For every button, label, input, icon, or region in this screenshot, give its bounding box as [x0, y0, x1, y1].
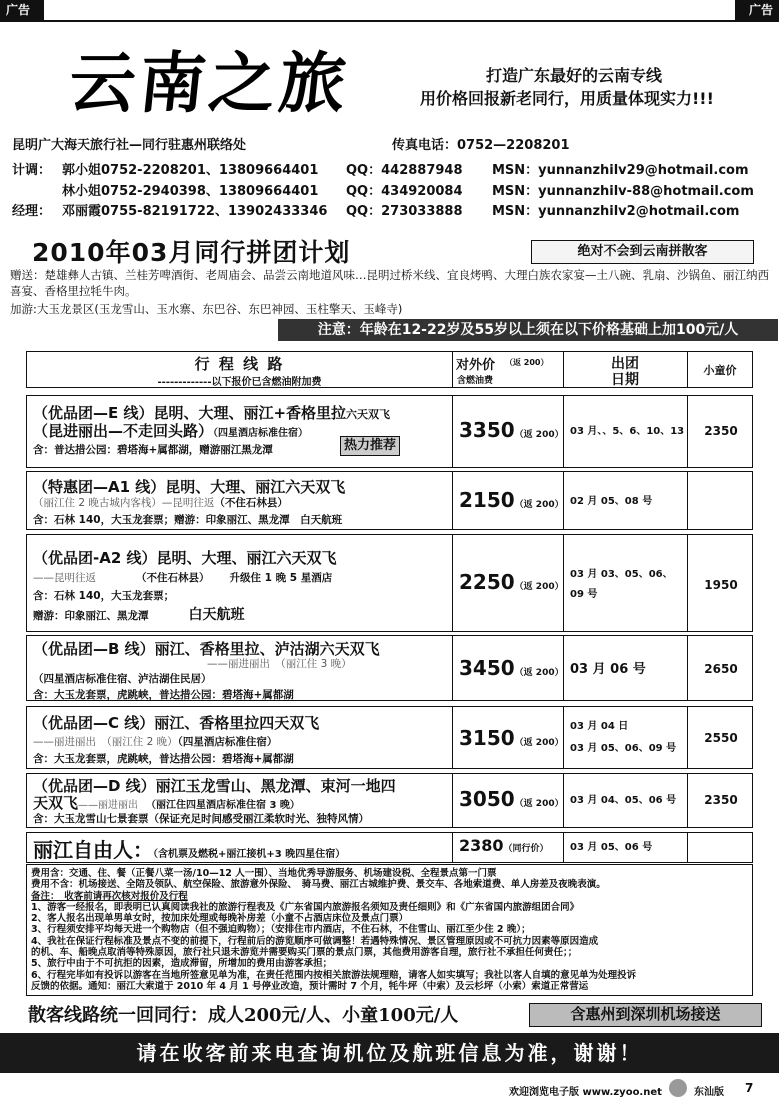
route-stay: ——丽进丽出 （丽江住 3 晚）: [207, 658, 352, 670]
agency-name: 昆明广大海天旅行社—同行驻惠州联络处: [12, 138, 247, 153]
route-title: （优品团—E 线）昆明、大理、丽江+香格里拉六天双飞: [33, 404, 391, 422]
route-dates: 03 月 04 日: [570, 721, 629, 732]
contact-qq: QQ：442887948: [346, 163, 463, 178]
header-price: 对外价: [456, 358, 496, 373]
route-title: （优品团—D 线）丽江玉龙雪山、黑龙潭、束河一地四: [33, 777, 396, 795]
terms-line: 费用含：交通、住、餐（正餐八菜一汤/10—12 人一围）、当地优秀导游服务、机场建设税、全程景点第一门票: [31, 868, 497, 879]
header-route: 行 程 线 路: [194, 355, 285, 373]
route-title: （特惠团—A1 线）昆明、大理、丽江六天双飞: [33, 478, 346, 496]
free-traveler-row: [26, 832, 753, 863]
route-dates: 03 月 06 号: [570, 662, 646, 677]
route-title: （优品团—C 线）丽江、香格里拉四天双飞: [33, 714, 320, 732]
route-includes: 含：石林 140，大玉龙套票；: [33, 590, 175, 602]
site-logo-icon: [669, 1079, 687, 1097]
route-includes: 含：普达措公园：碧塔海+属都湖，赠游丽江黑龙潭: [33, 444, 273, 456]
fax-number: 传真电话：0752—2208201: [392, 138, 570, 153]
route-stay: （丽江住 2 晚古城内客栈）—昆明往返（不住石林县）: [33, 497, 288, 509]
scatter-price-line: 散客线路统一回同行：成人200元/人、小童100元/人: [28, 1005, 459, 1026]
terms-line: 费用不含：机场接送、全陪及领队、航空保险、旅游意外保险、 骑马费、丽江古城维护费、景交车、各地索道费、单人房差及夜晚表演。: [31, 879, 606, 891]
contact-name-phone: 邓丽霞0755-82191722、13902433346: [62, 204, 328, 219]
route-stay: ——丽进丽出 （丽江住 2 晚）（四星酒店标准住宿）: [33, 736, 278, 748]
table-header: [26, 351, 753, 388]
route-gifts: 赠游：印象丽江、黑龙潭 白天航班: [33, 607, 245, 623]
route-dates-2: 03 月 05、06、09 号: [570, 743, 677, 754]
contact-role: 计调：: [12, 163, 52, 178]
extra-tour: 加游:大玉龙景区(玉龙雪山、玉水寨、东巴谷、东巴神园、玉柱擎天、玉峰寺): [10, 302, 403, 316]
route-row-e: [26, 395, 753, 468]
route-price: 3150（返 200）: [459, 726, 564, 750]
terms-line: 1、游客一经报名，即表明已认真阅读我社的旅游行程表及《广东省国内旅游报名须知及责任细则》和《广东省国内旅游组团合同》: [31, 901, 580, 913]
route-row-a1: [26, 471, 753, 530]
footer-site[interactable]: 欢迎浏览电子版 www.zyoo.net: [509, 1087, 662, 1098]
plan-title: 2010年03月同行拼团计划: [32, 238, 351, 267]
route-stay: ——昆明往返 （不住石林县） 升级住 1 晚 5 星酒店: [33, 572, 333, 584]
top-divider: [0, 20, 779, 22]
ad-label-left: 广告: [0, 0, 44, 20]
route-dates: 03 月 03、05、06、09 号: [570, 569, 673, 600]
route-child-price: 2550: [704, 731, 738, 745]
route-dates: 03 月、、5、6、10、13: [570, 426, 685, 437]
terms-line: 3、行程须安排平均每天进一个购物店（但不强迫购物）；（安排住市内酒店，不住石林，不住雪山、丽江至少住 2 晚）；: [31, 924, 531, 936]
route-subtitle: （昆进丽出—不走回头路）（四星酒店标准住宿）: [33, 422, 309, 440]
route-hotel: （四星酒店标准住宿、泸沽湖住民居）: [33, 673, 212, 685]
route-price: 3350（返 200）: [459, 418, 564, 442]
header-depart: 出团: [611, 356, 639, 372]
contact-name-phone: 郭小姐0752-2208201、13809664401: [62, 163, 319, 178]
route-row-d: [26, 773, 753, 828]
page-number: 7: [745, 1081, 754, 1095]
route-child-price: 2650: [704, 662, 738, 676]
plan-badge: 绝对不会到云南拼散客: [531, 240, 754, 264]
route-price: 2250（返 200）: [459, 570, 564, 594]
route-row-c: [26, 706, 753, 769]
route-includes: 含：大玉龙套票，虎跳峡，普达措公园：碧塔海+属都湖: [33, 689, 294, 701]
route-child-price: 2350: [704, 424, 738, 438]
terms-line: 备注： 收客前请再次核对报价及行程: [31, 890, 188, 902]
header-rebate: （返 200）: [505, 358, 549, 367]
route-child-price: 1950: [704, 578, 738, 592]
contact-msn[interactable]: MSN：yunnanzhilv29@hotmail.com: [492, 163, 749, 178]
route-price: 3450（返 200）: [459, 656, 564, 680]
ad-label-right: 广告: [735, 0, 779, 20]
header-date: 日期: [611, 372, 639, 388]
route-row-b: [26, 635, 753, 701]
route-price: 3050（返 200）: [459, 787, 564, 811]
route-title: （优品团—B 线）丽江、香格里拉、泸沽湖六天双飞: [33, 640, 380, 658]
route-subtitle: 天双飞——丽进丽出 （丽江住四星酒店标准住宿 3 晚）: [33, 794, 300, 812]
terms-line: 5、旅行中由于不可抗拒的因素，造成滞留，所增加的费用由游客承担；: [31, 958, 333, 970]
route-dates: 03 月 04、05、06 号: [570, 795, 677, 806]
free-traveler-dates: 03 月 05、06 号: [570, 842, 653, 853]
brand-logo: 云南之旅: [65, 44, 354, 122]
contact-msn[interactable]: MSN：yunnanzhilv-88@hotmail.com: [492, 184, 754, 199]
header-route-note: -------------以下报价已含燃油附加费: [157, 377, 322, 388]
contact-name-phone: 林小姐0752-2940398、13809664401: [62, 184, 319, 199]
route-includes: 含：大玉龙雪山七景套票（保证充足时间感受丽江柔软时光、独特风情）: [33, 813, 369, 825]
age-notice: 注意：年龄在12-22岁及55岁以上须在以下价格基础上加100元/人: [278, 319, 778, 341]
terms-line: 4、我社在保证行程标准及景点不变的前提下，行程前后的游览顺序可做调整！若遇特殊情况、景区管理原因或不可抗力因素等原因造成: [31, 935, 599, 947]
contact-msn[interactable]: MSN：yunnanzhilv2@hotmail.com: [492, 204, 740, 219]
slogan-line-1: 打造广东最好的云南专线: [486, 66, 663, 85]
header-child-price: 小童价: [703, 364, 737, 377]
route-includes: 含：石林 140，大玉龙套票；赠游：印象丽江、黑龙潭 白天航班: [33, 514, 343, 526]
terms-line: 的机、车、船晚点取消等特殊原因，旅行社只退未游览并需要购买门票的景点门票，其他费用游客自理，旅行社不承担任何责任；；: [31, 947, 578, 959]
terms-line: 6、行程完毕如有投诉以游客在当地所签意见单为准，在责任范围内按相关旅游法规理赔，请客人如实填写；我社以客人自填的意见单为处理投诉: [31, 969, 637, 981]
terms-line: 反馈的依据。通知：丽江大索道于 2010 年 4 月 1 号停业改造，预计需时 7 个月，牦牛坪（中索）及云杉坪（小索）索道正常营运: [31, 980, 589, 992]
terms-line: 2、客人报名出现单男单女时，按加床处理或每晚补房差（小童不占酒店床位及景点门票）: [31, 913, 409, 925]
route-includes: 含：大玉龙套票，虎跳峡，普达措公园：碧塔海+属都湖: [33, 753, 294, 765]
slogan-line-2: 用价格回报新老同行，用质量体现实力!!!: [420, 89, 714, 108]
free-traveler-price: 2380（同行价）: [459, 836, 549, 855]
free-traveler-title: 丽江自由人：（含机票及燃税+丽江接机+3 晚四星住宿）: [33, 838, 346, 862]
route-title: （优品团-A2 线）昆明、大理、丽江六天双飞: [33, 549, 337, 567]
contact-role: 经理：: [12, 204, 52, 219]
airport-pickup-badge: 含惠州到深圳机场接送: [529, 1003, 762, 1027]
hot-recommend-badge: 热力推荐: [340, 436, 400, 456]
route-row-a2: [26, 534, 753, 632]
terms-notes: [26, 864, 753, 996]
contact-qq: QQ：434920084: [346, 184, 463, 199]
contact-qq: QQ：273033888: [346, 204, 463, 219]
header-price-note: 含燃油费: [457, 376, 494, 386]
footer-edition: 东汕版: [694, 1087, 724, 1098]
route-dates: 02 月 05、08 号: [570, 496, 653, 507]
route-child-price: 2350: [704, 793, 738, 807]
route-price: 2150（返 200）: [459, 488, 564, 512]
gift-list: 赠送：楚雄彝人古镇、兰桂芳啤酒街、老周庙会、品尝云南地道风味…昆明过桥米线、宜良烤鸭、大理白族农家宴—土八碗、乳扇、沙锅鱼、丽江纳西喜宴、香格里拉牦牛肉。: [10, 268, 769, 298]
footer-banner: 请在收客前来电查询机位及航班信息为准，谢谢！: [0, 1033, 779, 1073]
